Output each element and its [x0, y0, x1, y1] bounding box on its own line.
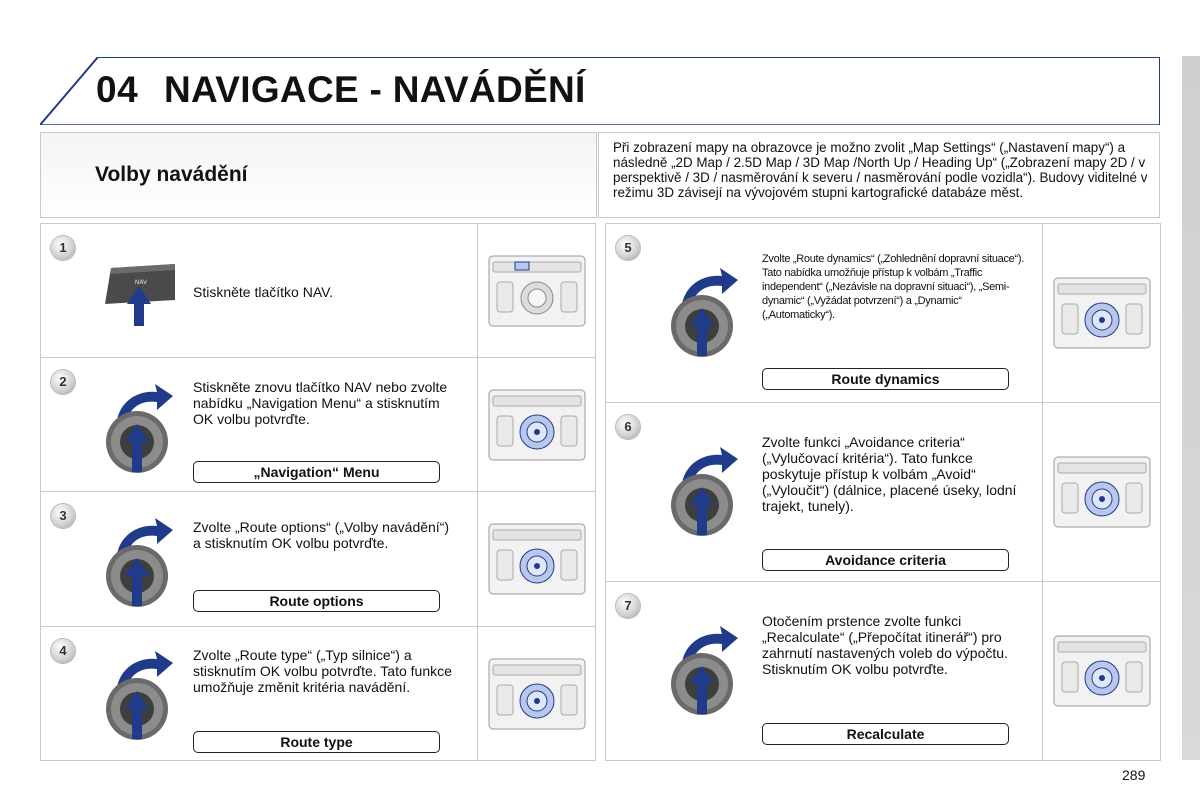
- step-text: Zvolte funkci „Avoidance criteria“ („Vylučovací kritéria“). Tato funkce poskytuje přístup k volbám „Avoid“ („Vyloučit“) (dálnice, placené úseky, lodní trajekt, tunely).: [762, 434, 1017, 514]
- radio-panel-thumbnail: [477, 627, 595, 760]
- step-number: 4: [51, 639, 75, 663]
- step-panel-3: [41, 492, 595, 627]
- page-number: 289: [1122, 767, 1146, 783]
- steps-column-right: [605, 223, 1161, 761]
- step-text: Zvolte „Route options“ („Volby navádění“) a stisknutím OK volbu potvrďte.: [193, 519, 450, 551]
- step-number: 1: [51, 236, 75, 260]
- step-number: 7: [616, 594, 640, 618]
- step-panel-1: [41, 224, 595, 358]
- ok-knob-icon: [668, 618, 748, 728]
- step-text: Zvolte „Route type“ („Typ silnice“) a stisknutím OK volbu potvrďte. Tato funkce umožňuje změnit kritéria navádění.: [193, 647, 452, 695]
- page-edge-bar: [1182, 56, 1200, 760]
- nav-button-icon: [103, 260, 183, 337]
- step-text: Otočením prstence zvolte funkci „Recalculate“ („Přepočítat itinerář“) pro zahrnutí nastavených voleb do výpočtu. Stisknutím OK volbu potvrďte.: [762, 613, 1008, 677]
- step-number: 2: [51, 370, 75, 394]
- step-panel-2: [41, 358, 595, 492]
- ok-knob-icon: [103, 510, 183, 620]
- radio-panel-thumbnail: [1042, 224, 1160, 402]
- navigation-menu-button[interactable]: „Navigation“ Menu: [193, 461, 440, 483]
- step-number: 6: [616, 415, 640, 439]
- ok-knob-icon: [103, 376, 183, 486]
- section-title: Volby navádění: [95, 163, 248, 186]
- intro-section: [40, 132, 1160, 218]
- ok-knob-icon: [103, 643, 183, 753]
- avoidance-criteria-button[interactable]: Avoidance criteria: [762, 549, 1009, 571]
- radio-unit-icon: [1052, 634, 1152, 708]
- steps-column-left: [40, 223, 596, 761]
- step-text: Stiskněte tlačítko NAV.: [193, 284, 334, 300]
- section-title-box: [40, 132, 597, 218]
- radio-unit-icon: [487, 522, 587, 596]
- radio-unit-icon: [487, 388, 587, 462]
- step-text: Stiskněte znovu tlačítko NAV nebo zvolte nabídku „Navigation Menu“ a stisknutím OK volbu potvrďte.: [193, 379, 448, 427]
- step-number: 5: [616, 236, 640, 260]
- radio-panel-thumbnail: [477, 492, 595, 626]
- step-text: Zvolte „Route dynamics“ („Zohlednění dopravní situace“). Tato nabídka umožňuje přístup k volbám „Traffic independent“ („Nezávisle na dopravní situaci“), „Semi-dynamic“ („Vyžádat potvrzení“) a „Dynamic“ („Automaticky“).: [762, 253, 1024, 321]
- chapter-title: NAVIGACE - NAVÁDĚNÍ: [164, 69, 586, 110]
- step-number: 3: [51, 504, 75, 528]
- radio-unit-icon: [1052, 276, 1152, 350]
- step-panel-6: [606, 403, 1160, 582]
- nav-button-label: NAV: [134, 279, 148, 286]
- step-panel-5: [606, 224, 1160, 403]
- step-panel-4: [41, 627, 595, 760]
- radio-panel-thumbnail: [477, 358, 595, 491]
- step-panel-7: [606, 582, 1160, 760]
- radio-panel-thumbnail: [1042, 582, 1160, 760]
- radio-panel-thumbnail: [1042, 403, 1160, 581]
- route-dynamics-button[interactable]: Route dynamics: [762, 368, 1009, 390]
- ok-knob-icon: [668, 260, 748, 370]
- radio-unit-icon: [487, 254, 587, 328]
- chapter-number: 04: [96, 69, 139, 110]
- route-options-button[interactable]: Route options: [193, 590, 440, 612]
- intro-description-box: [598, 132, 1160, 218]
- radio-unit-icon: [1052, 455, 1152, 529]
- radio-panel-thumbnail: [477, 224, 595, 357]
- radio-unit-icon: [487, 657, 587, 731]
- ok-knob-icon: [668, 439, 748, 549]
- intro-description: Při zobrazení mapy na obrazovce je možno zvolit „Map Settings“ („Nastavení mapy“) a následně „2D Map / 2.5D Map / 3D Map /North Up / Heading Up“ („Zobrazení mapy 2D / v perspektivě / 3D / nasměrování k severu / nasměrování podle vozidla“). Budovy viditelné v režimu 3D závisejí na vývojovém stupni kartografické databáze měst.: [613, 140, 1148, 200]
- recalculate-button[interactable]: Recalculate: [762, 723, 1009, 745]
- route-type-button[interactable]: Route type: [193, 731, 440, 753]
- chapter-header: [40, 57, 1160, 125]
